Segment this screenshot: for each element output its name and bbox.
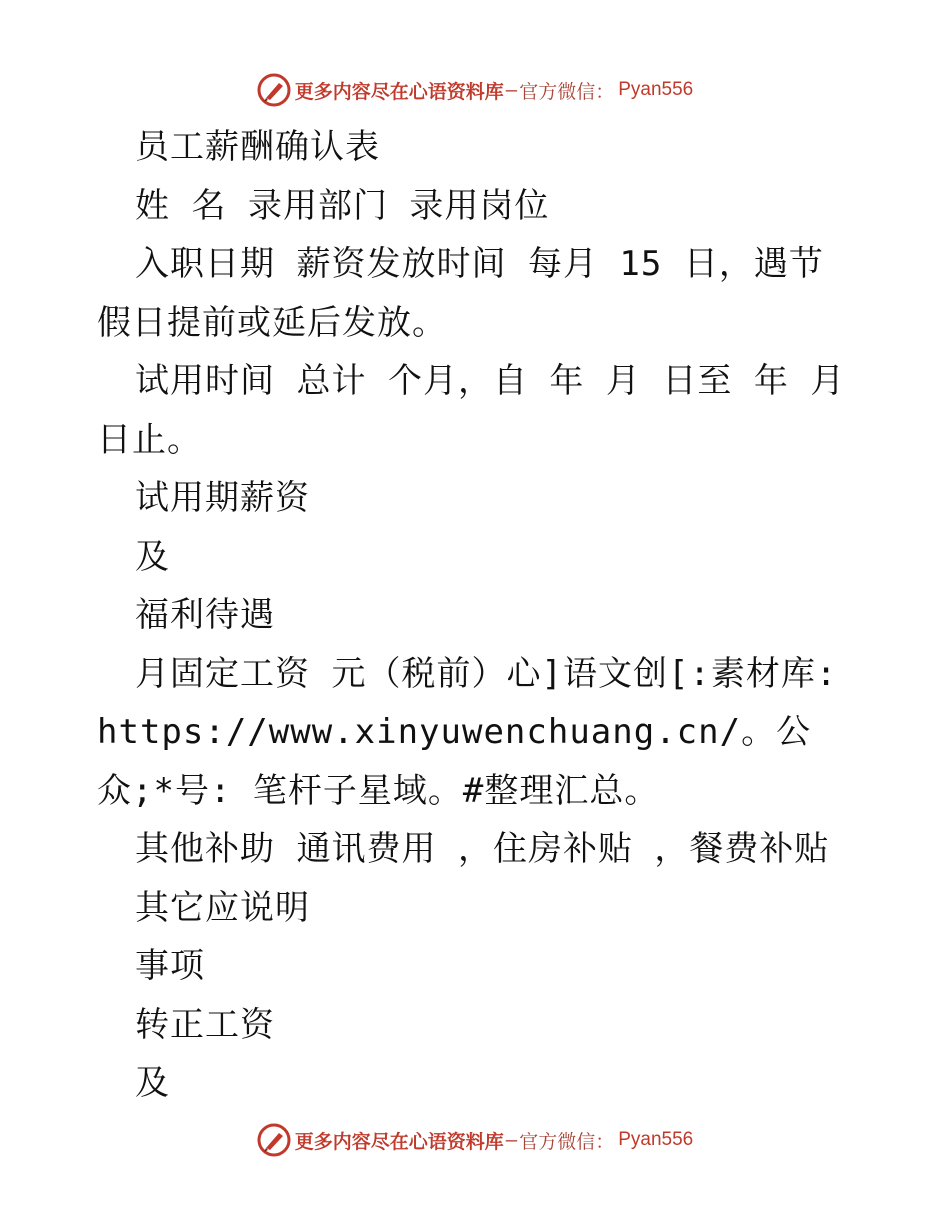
banner-wechat-label: 官方微信： — [519, 1130, 615, 1153]
document-body — [97, 118, 847, 1113]
banner-wechat-id: Pyan556 — [618, 79, 694, 100]
doc-line-probation-period: 试用时间 总计 个月，自 年 月 日至 年 月 日止。 — [97, 361, 846, 460]
doc-line-matters: 事项 — [135, 946, 205, 986]
header-banner — [0, 72, 950, 108]
footer-banner — [0, 1122, 950, 1158]
doc-line-entry-date: 入职日期 薪资发放时间 每月 15 日，遇节假日提前或延后发放。 — [97, 244, 824, 343]
doc-line-and-1: 及 — [135, 536, 170, 577]
banner-separator: — — [505, 1129, 518, 1151]
doc-line-benefits: 福利待遇 — [135, 595, 275, 635]
quill-pen-icon — [257, 1123, 291, 1157]
banner-brand-text: 更多内容尽在心语资料库 — [294, 80, 504, 103]
doc-line-regular-salary: 转正工资 — [135, 1004, 275, 1045]
banner-wechat-label: 官方微信： — [519, 80, 615, 103]
quill-pen-icon — [257, 73, 291, 107]
banner-brand-text: 更多内容尽在心语资料库 — [294, 1130, 504, 1153]
doc-line-monthly-salary: 月固定工资 元（税前）心]语文创[:素材库: https://www.xinyuwenchuang.cn/。公众;*号: 笔杆子星域。#整理汇总。 — [97, 653, 838, 811]
banner-separator: — — [505, 79, 518, 101]
doc-line-probation-salary: 试用期薪资 — [135, 478, 310, 518]
document-title: 员工薪酬确认表 — [135, 127, 380, 167]
doc-line-and-2: 及 — [135, 1063, 170, 1103]
doc-line-other-allowances: 其他补助 通讯费用 ，住房补贴 ，餐费补贴 — [135, 829, 830, 869]
doc-line-other-notes: 其它应说明 — [135, 887, 310, 928]
banner-wechat-id: Pyan556 — [618, 1129, 694, 1150]
doc-line-name-dept-post: 姓 名 录用部门 录用岗位 — [135, 185, 550, 226]
